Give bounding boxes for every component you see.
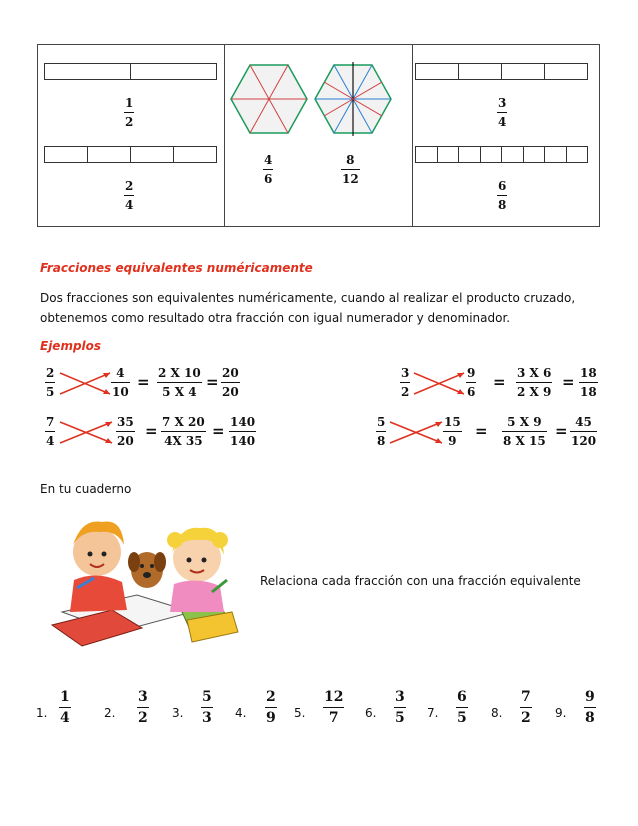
exercise-label: 5. bbox=[294, 706, 306, 720]
fraction-bar-quarters bbox=[44, 146, 217, 163]
equals-sign: = bbox=[145, 422, 158, 440]
hexagon-diagrams bbox=[228, 58, 398, 142]
fraction-eight-twelfths: 8 12 bbox=[342, 153, 359, 186]
example-2-fraction-b: 9 6 bbox=[467, 366, 476, 399]
cross-arrows bbox=[388, 419, 446, 447]
exercise-fraction: 3 2 bbox=[138, 689, 148, 726]
table-divider bbox=[224, 45, 225, 226]
exercise-fraction: 2 9 bbox=[266, 689, 276, 726]
example-1-result: 20 20 bbox=[222, 366, 239, 399]
example-1-product: 2 X 10 5 X 4 bbox=[158, 366, 201, 399]
fraction-three-fourths: 3 4 bbox=[498, 96, 507, 129]
exercise-fraction: 6 5 bbox=[457, 689, 467, 726]
exercise-fraction: 12 7 bbox=[324, 689, 344, 726]
explanation-paragraph: Dos fracciones son equivalentes numéricamente, cuando al realizar el producto cruzado, obtenemos como resultado otra fracción con igual numerador y denominador. bbox=[40, 291, 576, 325]
hexagon-twelfths bbox=[315, 62, 391, 136]
equals-sign: = bbox=[475, 422, 488, 440]
equals-sign: = bbox=[212, 422, 225, 440]
equals-sign: = bbox=[562, 373, 575, 391]
fraction-six-eighths: 6 8 bbox=[498, 179, 507, 212]
example-2-result: 18 18 bbox=[580, 366, 597, 399]
example-3-fraction-b: 35 20 bbox=[117, 415, 134, 448]
exercise-label: 6. bbox=[365, 706, 377, 720]
equals-sign: = bbox=[555, 422, 568, 440]
example-2-product: 3 X 6 2 X 9 bbox=[517, 366, 552, 399]
exercise-fraction: 5 3 bbox=[202, 689, 212, 726]
exercise-label: 8. bbox=[491, 706, 503, 720]
cross-arrows bbox=[58, 419, 116, 447]
fraction-four-sixths: 4 6 bbox=[264, 153, 273, 186]
example-2-fraction-a: 3 2 bbox=[401, 366, 410, 399]
exercise-fraction: 7 2 bbox=[521, 689, 531, 726]
exercise-label: 7. bbox=[427, 706, 439, 720]
fraction-bar-fourths bbox=[415, 63, 588, 80]
exercise-label: 9. bbox=[555, 706, 567, 720]
table-divider bbox=[412, 45, 413, 226]
exercise-fraction: 1 4 bbox=[60, 689, 70, 726]
fraction-bar-halves bbox=[44, 63, 217, 80]
cuaderno-label: En tu cuaderno bbox=[40, 482, 132, 496]
example-3-product: 7 X 20 4X 35 bbox=[162, 415, 205, 448]
exercise-label: 1. bbox=[36, 706, 48, 720]
example-1-fraction-b: 4 10 bbox=[112, 366, 129, 399]
examples-heading: Ejemplos bbox=[40, 339, 102, 353]
exercise-label: 3. bbox=[172, 706, 184, 720]
fraction-bar-eighths bbox=[415, 146, 588, 163]
example-1-fraction-a: 2 5 bbox=[46, 366, 55, 399]
example-4-fraction-a: 5 8 bbox=[377, 415, 386, 448]
equals-sign: = bbox=[137, 373, 150, 391]
section-heading: Fracciones equivalentes numéricamente bbox=[40, 261, 313, 275]
fraction-two-fourths: 2 4 bbox=[125, 179, 134, 212]
fraction-one-half: 1 2 bbox=[125, 96, 134, 129]
hexagon-sixths bbox=[231, 65, 307, 133]
example-3-fraction-a: 7 4 bbox=[46, 415, 55, 448]
cross-arrows bbox=[412, 370, 468, 398]
example-3-result: 140 140 bbox=[230, 415, 256, 448]
cross-arrows bbox=[58, 370, 114, 398]
example-4-result: 45 120 bbox=[571, 415, 597, 448]
exercise-label: 4. bbox=[235, 706, 247, 720]
children-reading-illustration bbox=[42, 500, 242, 650]
example-4-fraction-b: 15 9 bbox=[444, 415, 461, 448]
exercise-fraction: 9 8 bbox=[585, 689, 595, 726]
exercise-label: 2. bbox=[104, 706, 116, 720]
instruction-text: Relaciona cada fracción con una fracción equivalente bbox=[260, 574, 581, 588]
equals-sign: = bbox=[493, 373, 506, 391]
equals-sign: = bbox=[206, 373, 219, 391]
example-4-product: 5 X 9 8 X 15 bbox=[503, 415, 546, 448]
exercise-fraction: 3 5 bbox=[395, 689, 405, 726]
